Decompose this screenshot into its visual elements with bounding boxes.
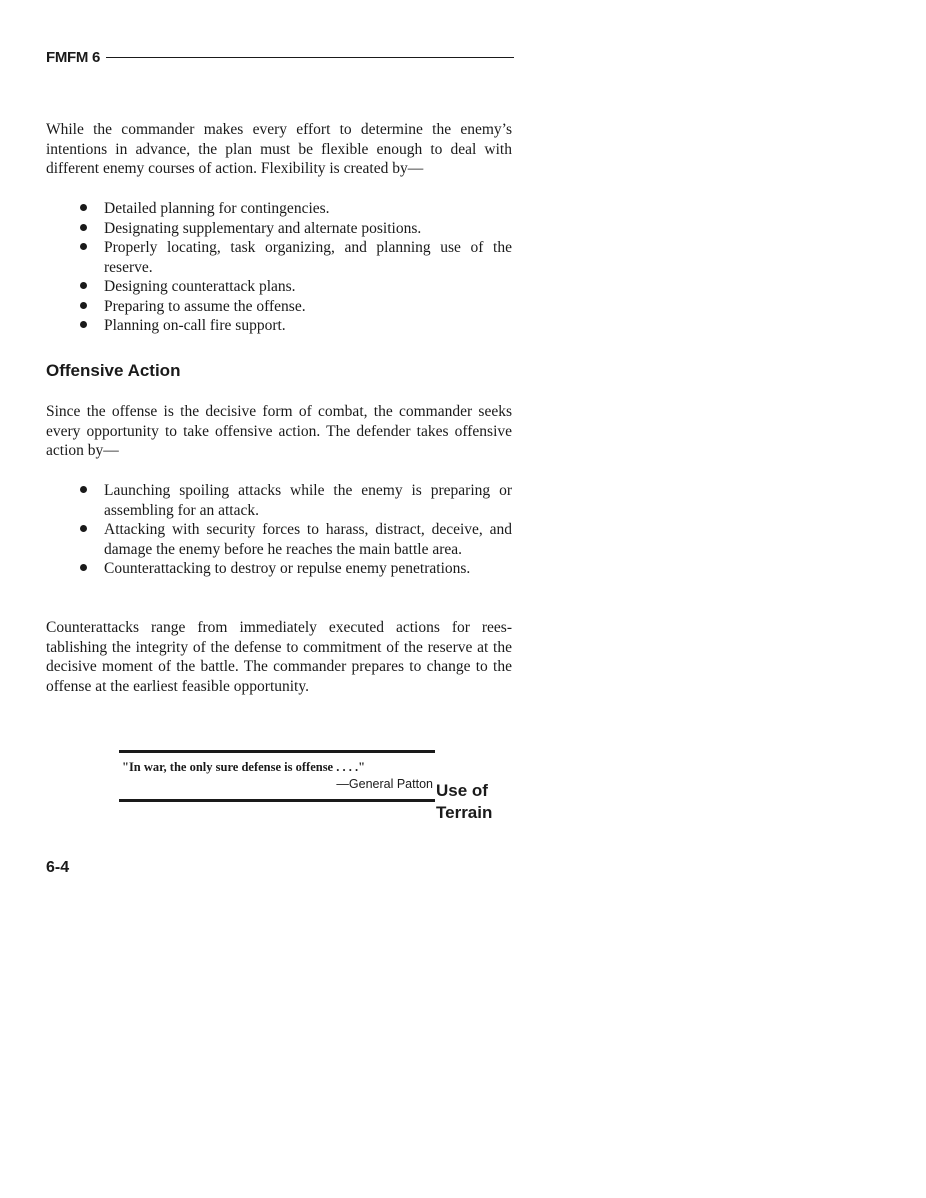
bullet-icon (80, 243, 87, 250)
section-heading-use-of-terrain (436, 780, 492, 824)
bullet-icon (80, 224, 87, 231)
list-item: Attacking with security forces to harass, distract, deceive, and damage the enemy before he reaches the main battle area. (76, 520, 512, 559)
quote-bottom-rule (119, 799, 435, 802)
intro-paragraph: While the commander makes every effort to determine the enemy’s intentions in advance, the plan must be flexible enough to deal with different enemy courses of action. Flexibility is created by— (46, 121, 512, 177)
flexibility-bullet-list (76, 199, 512, 336)
section-heading-offensive-action: Offensive Action (46, 361, 181, 380)
side-heading-line-1: Use of (436, 781, 488, 800)
quote-top-rule (119, 750, 435, 753)
page-number: 6-4 (46, 859, 70, 876)
list-item: Properly locating, task organizing, and planning use of the reserve. (76, 238, 512, 277)
offensive-paragraph: Since the offense is the decisive form of combat, the commander seeks every opportunity to take offensive action. The defender takes offensive action by— (46, 403, 512, 459)
list-item: Designing counterattack plans. (76, 277, 512, 297)
side-heading-line-2: Terrain (436, 803, 493, 822)
bullet-icon (80, 302, 87, 309)
bullet-icon (80, 564, 87, 571)
running-header (46, 48, 514, 66)
header-rule (106, 57, 514, 58)
list-item: Detailed planning for contingencies. (76, 199, 512, 219)
bullet-icon (80, 321, 87, 328)
manual-label: FMFM 6 (46, 48, 101, 66)
bullet-icon (80, 282, 87, 289)
list-item: Planning on-call fire support. (76, 316, 512, 336)
bullet-icon (80, 486, 87, 493)
list-item: Launching spoiling attacks while the enemy is preparing or assembling for an attack. (76, 481, 512, 520)
counterattack-paragraph: Counterattacks range from immediately executed actions for rees-tablishing the integrity of the defense to commitment of the reserve at the decisive moment of the battle. The commander prepares to change to the offense at the earliest feasible opportunity. (46, 619, 512, 695)
bullet-icon (80, 204, 87, 211)
bullet-icon (80, 525, 87, 532)
quote-attribution: —General Patton (336, 777, 433, 791)
list-item: Counterattacking to destroy or repulse enemy penetrations. (76, 559, 512, 579)
list-item: Preparing to assume the offense. (76, 297, 512, 317)
list-item: Designating supplementary and alternate positions. (76, 219, 512, 239)
quote-text: "In war, the only sure defense is offense . . . ." (122, 760, 366, 774)
offensive-bullet-list (76, 481, 512, 579)
